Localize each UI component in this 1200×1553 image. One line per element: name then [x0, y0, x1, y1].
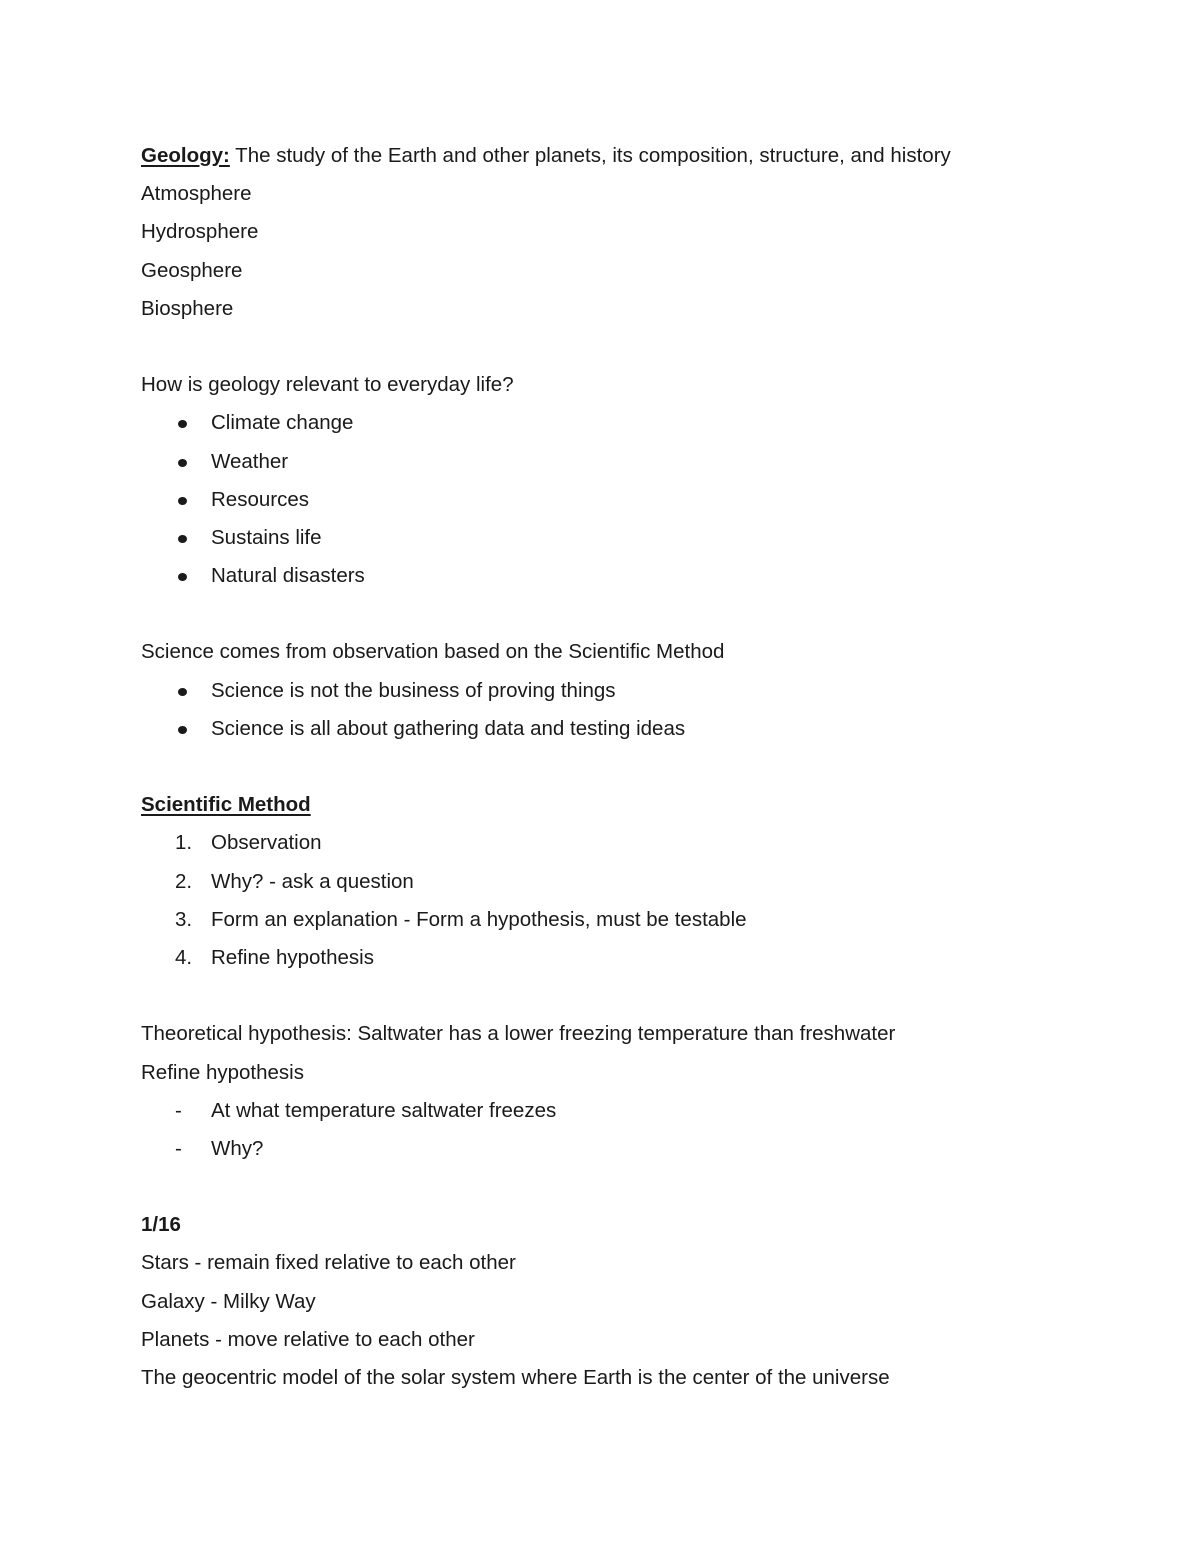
- science-statement: Science comes from observation based on the Scientific Method: [141, 640, 725, 664]
- refine-hypothesis-label: Refine hypothesis: [141, 1060, 304, 1084]
- list-item: [141, 672, 1121, 710]
- note-line: Stars - remain fixed relative to each other: [141, 1251, 516, 1275]
- note-line: The geocentric model of the solar system where Earth is the center of the universe: [141, 1366, 890, 1389]
- geology-definition: [141, 137, 1121, 175]
- list-item: [141, 404, 1121, 442]
- item-number: 3.: [175, 907, 193, 931]
- dash-item: [141, 1130, 1121, 1168]
- bullet-icon: [178, 459, 187, 467]
- bullet-icon: [178, 497, 187, 505]
- bullet-icon: [178, 420, 187, 428]
- date-heading: 1/16: [141, 1213, 181, 1237]
- numbered-item-text: Form an explanation - Form a hypothesis, must be testable: [211, 907, 747, 931]
- note-line: Planets - move relative to each other: [141, 1327, 475, 1351]
- spacer: [141, 748, 1121, 786]
- item-number: 2.: [175, 869, 193, 893]
- numbered-item: [141, 824, 1121, 862]
- bullet-icon: [178, 726, 187, 734]
- dash-icon: -: [175, 1136, 182, 1160]
- numbered-item: [141, 901, 1121, 939]
- numbered-item-text: Observation: [211, 831, 322, 855]
- spacer: [141, 977, 1121, 1015]
- spacer: [141, 595, 1121, 633]
- list-item: [141, 519, 1121, 557]
- bullet-icon: [178, 688, 187, 696]
- list-item-text: Science is not the business of proving things: [211, 678, 616, 702]
- numbered-item: [141, 939, 1121, 977]
- item-number: 4.: [175, 945, 193, 969]
- method-heading: Scientific Method: [141, 793, 311, 817]
- list-item: [141, 710, 1121, 748]
- relevance-question: How is geology relevant to everyday life?: [141, 373, 514, 397]
- list-item-text: Sustains life: [211, 525, 322, 549]
- document-page: [141, 137, 1121, 1397]
- dash-item-text: Why?: [211, 1136, 264, 1160]
- sphere-geosphere: Geosphere: [141, 258, 243, 282]
- sphere-biosphere: Biosphere: [141, 296, 234, 320]
- sphere-hydrosphere: Hydrosphere: [141, 220, 259, 244]
- bullet-icon: [178, 535, 187, 543]
- spacer: [141, 328, 1121, 366]
- list-item-text: Resources: [211, 487, 309, 511]
- numbered-item-text: Refine hypothesis: [211, 945, 374, 969]
- list-item: [141, 481, 1121, 519]
- dash-icon: -: [175, 1098, 182, 1122]
- sphere-atmosphere: Atmosphere: [141, 182, 252, 206]
- list-item: [141, 557, 1121, 595]
- list-item-text: Weather: [211, 449, 289, 473]
- spacer: [141, 1168, 1121, 1206]
- list-item: [141, 443, 1121, 481]
- numbered-item: [141, 863, 1121, 901]
- note-line: Galaxy - Milky Way: [141, 1289, 316, 1313]
- numbered-item-text: Why? - ask a question: [211, 869, 414, 893]
- item-number: 1.: [175, 831, 193, 855]
- bullet-icon: [178, 573, 187, 581]
- list-item-text: Science is all about gathering data and testing ideas: [211, 716, 686, 740]
- geology-definition-text: The study of the Earth and other planets, its composition, structure, and history: [229, 144, 951, 167]
- list-item-text: Natural disasters: [211, 564, 365, 588]
- geology-term: Geology:: [141, 144, 230, 167]
- theoretical-hypothesis: Theoretical hypothesis: Saltwater has a lower freezing temperature than freshwater: [141, 1022, 896, 1046]
- dash-item: [141, 1092, 1121, 1130]
- dash-item-text: At what temperature saltwater freezes: [211, 1098, 557, 1122]
- list-item-text: Climate change: [211, 411, 354, 435]
